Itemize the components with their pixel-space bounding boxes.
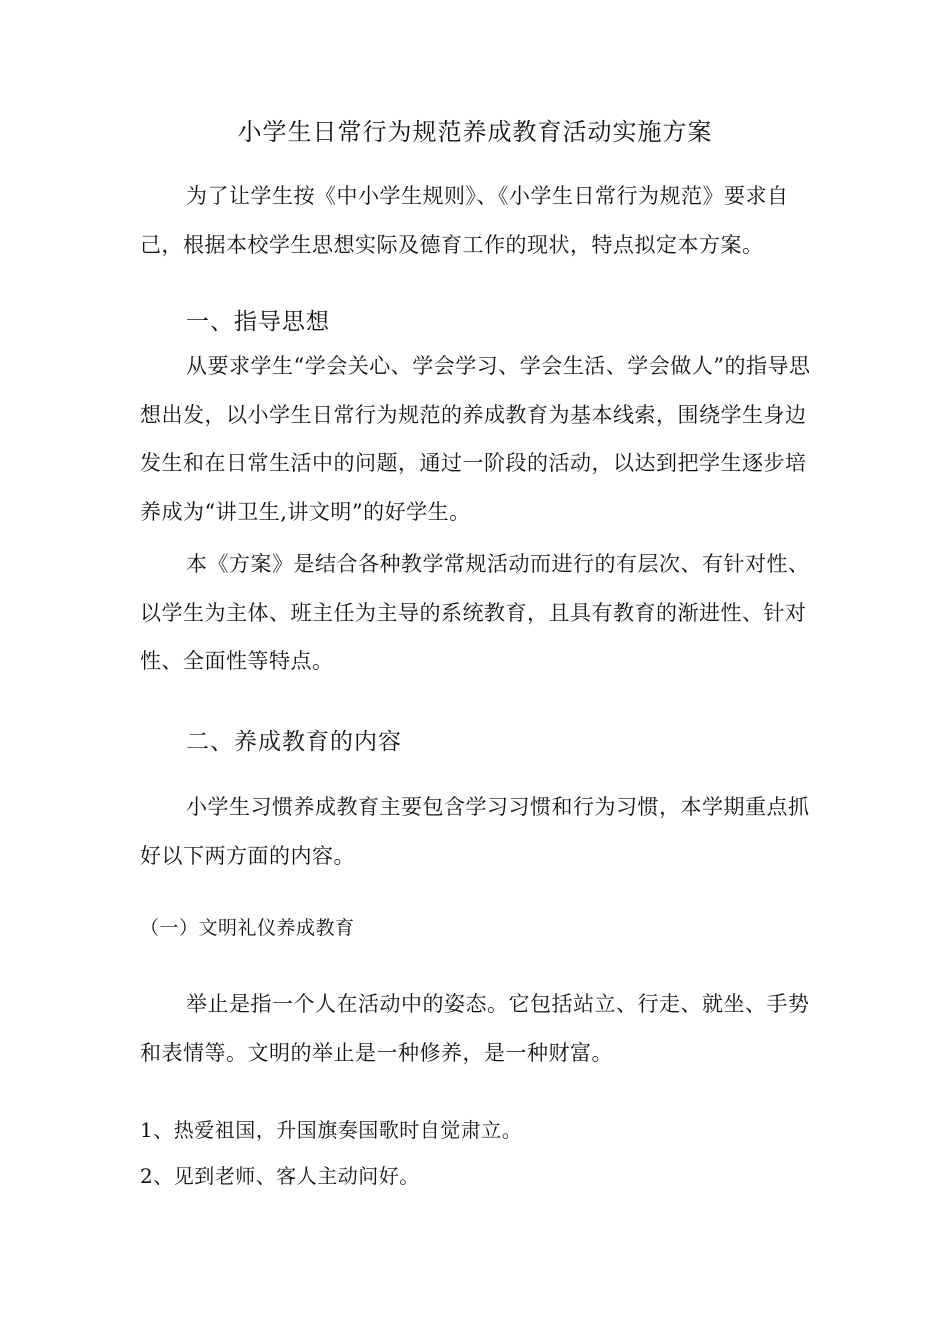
section2-paragraph-2: 举止是指一个人在活动中的姿态。它包括站立、行走、就坐、手势和表情等。文明的举止是一种修养，是一种财富。 bbox=[140, 992, 810, 1065]
section2-heading: 二、养成教育的内容 bbox=[186, 729, 402, 755]
subsection1-heading: （一）文明礼仪养成教育 bbox=[140, 917, 355, 939]
document-title: 小学生日常行为规范养成教育活动实施方案 bbox=[237, 118, 713, 146]
section1-heading: 一、指导思想 bbox=[186, 309, 330, 335]
list-item-2: 2、见到老师、客人主动问好。 bbox=[140, 1164, 420, 1188]
intro-paragraph: 为了让学生按《中小学生规则》、《小学生日常行为规范》要求自己，根据本校学生思想实际及德育工作的现状，特点拟定本方案。 bbox=[140, 184, 789, 257]
section2-paragraph-1: 小学生习惯养成教育主要包含学习习惯和行为习惯，本学期重点抓好以下两方面的内容。 bbox=[140, 795, 810, 868]
list-item-1: 1、热爱祖国，升国旗奏国歌时自觉肃立。 bbox=[140, 1118, 523, 1142]
section1-paragraph-1: 从要求学生“学会关心、学会学习、学会生活、学会做人”的指导思想出发，以小学生日常行为规范的养成教育为基本线索，围绕学生身边发生和在日常生活中的问题，通过一阶段的活动，以达到把学生逐步培养成为“讲卫生,讲文明”的好学生。 bbox=[140, 354, 811, 524]
section1-paragraph-2: 本《方案》是结合各种教学常规活动而进行的有层次、有针对性、以学生为主体、班主任为主导的系统教育，且具有教育的渐进性、针对性、全面性等特点。 bbox=[140, 552, 810, 673]
